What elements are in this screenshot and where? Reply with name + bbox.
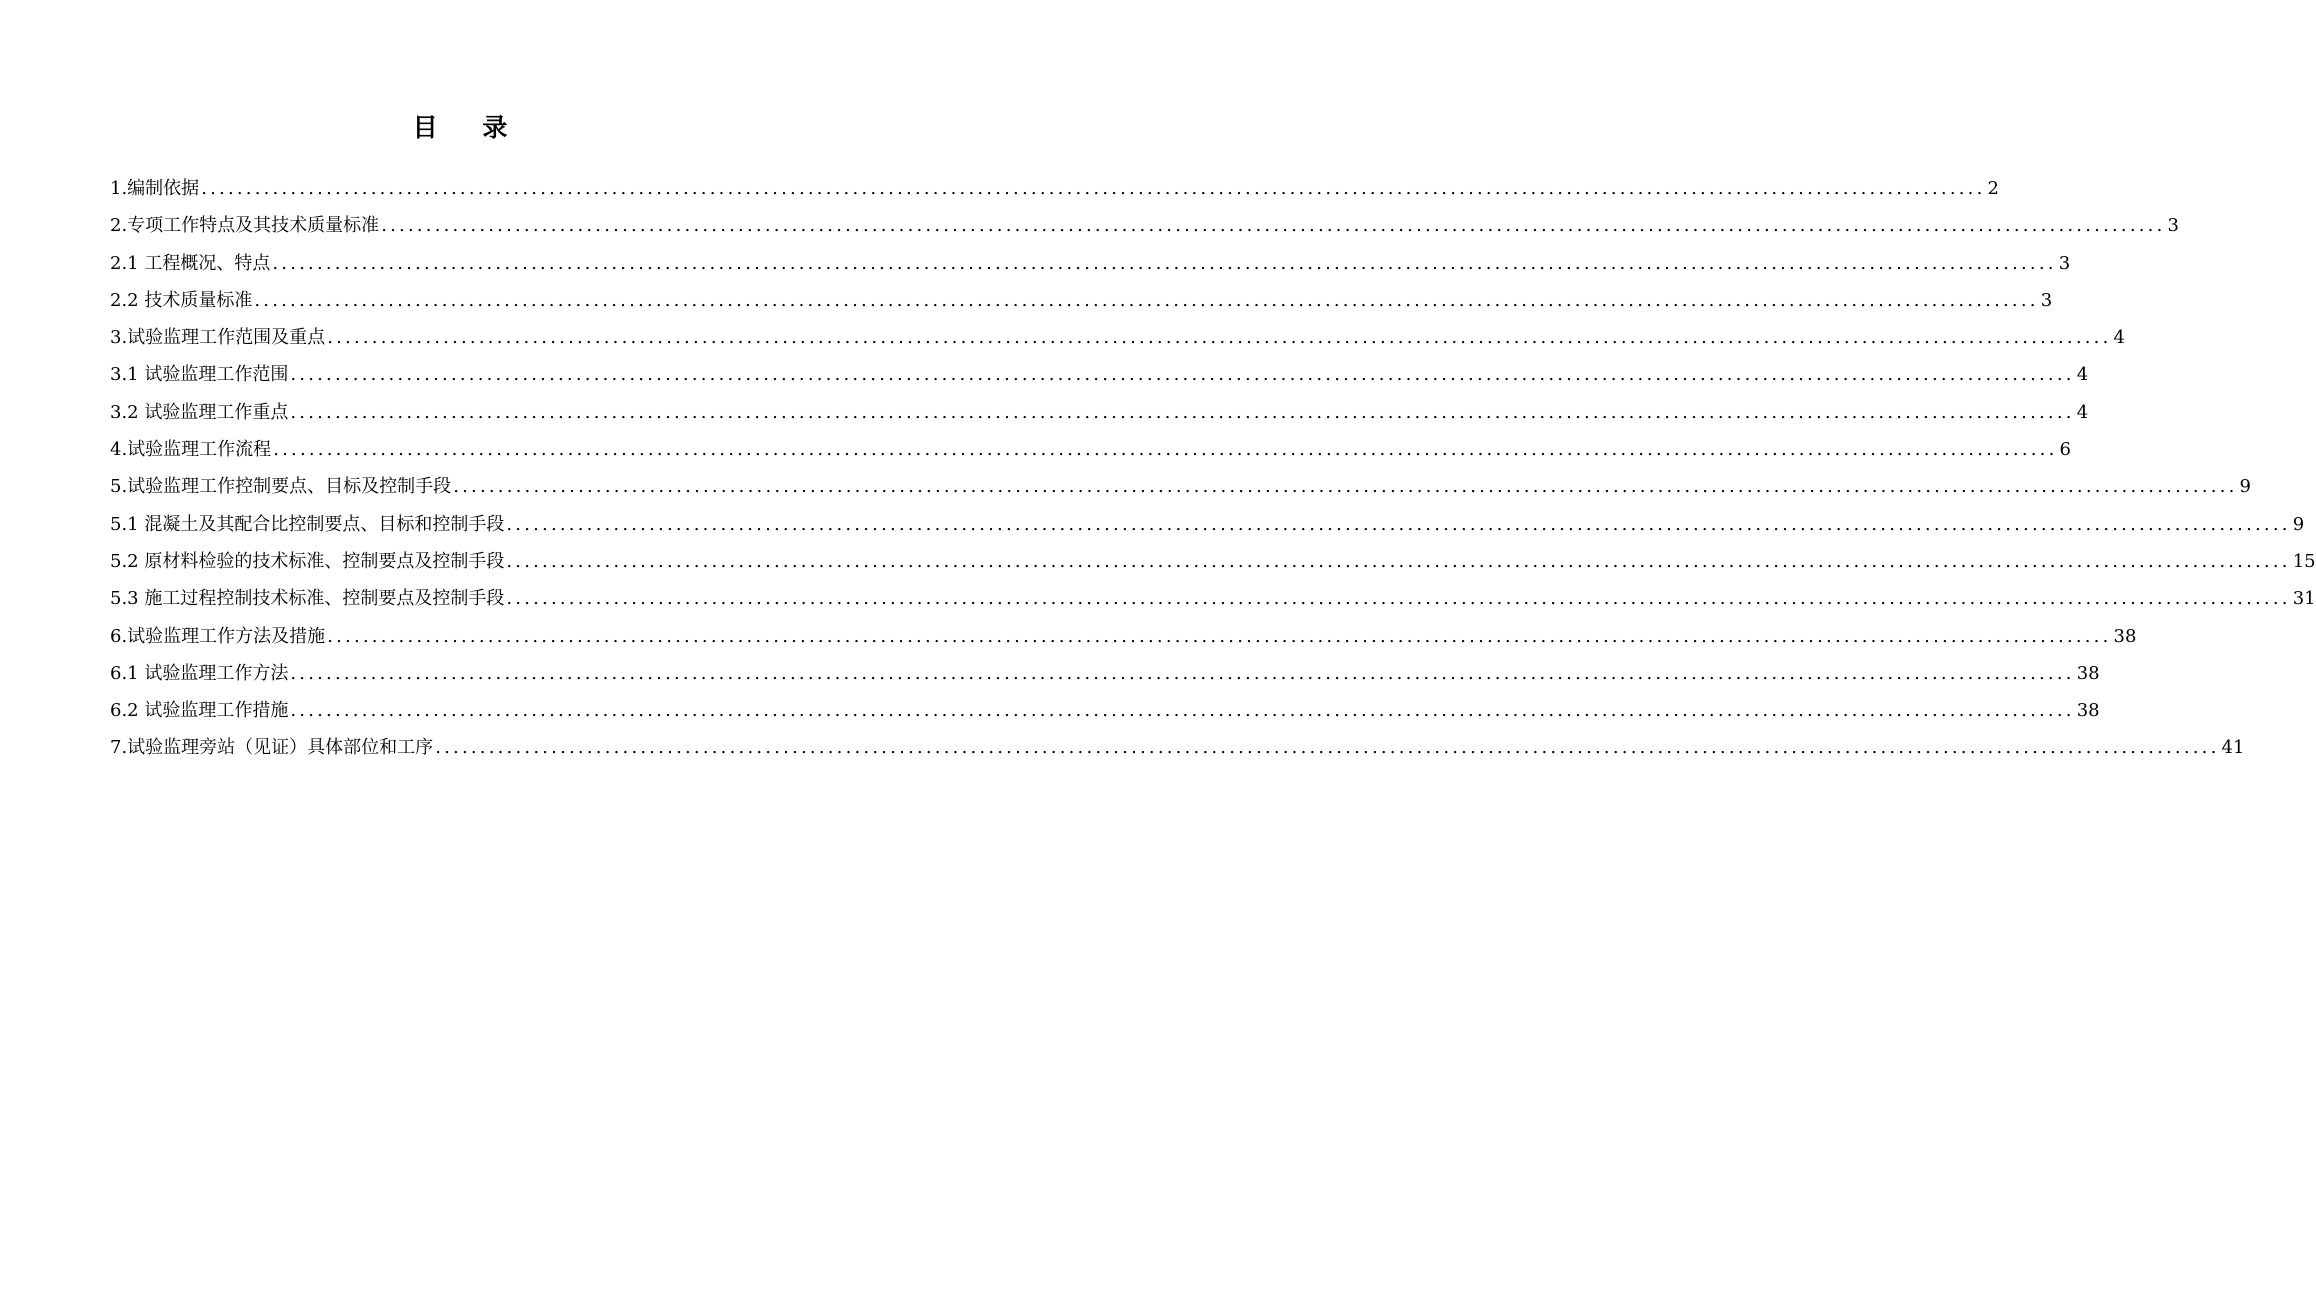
toc-entry-page: 3 [2040,289,2053,311]
toc-entry[interactable] [110,506,2305,543]
toc-entry-label: 3.2 试验监理工作重点 [110,401,289,423]
toc-leader-dots: ........................................................................................................................................................................................................ [272,252,2057,274]
toc-entry[interactable] [110,319,2125,356]
toc-entry-label: 5.2 原材料检验的技术标准、控制要点及控制手段 [110,550,505,572]
toc-leader-dots: ........................................................................................................................................................................................................ [327,327,2112,349]
toc-leader-dots: ........................................................................................................................................................................................................ [290,364,2075,386]
toc-entry[interactable] [110,207,2179,244]
toc-entry-page: 9 [2239,476,2251,498]
toc-entry[interactable] [110,692,2100,729]
toc-entry[interactable] [110,655,2100,692]
toc-leader-dots: ........................................................................................................................................................................................................ [506,588,2291,610]
toc-leader-dots: ........................................................................................................................................................................................................ [327,625,2112,647]
toc-leader-dots: ........................................................................................................................................................................................................ [435,737,2220,759]
toc-list [110,170,2316,767]
toc-entry-label: 4.试验监理工作流程 [110,439,272,461]
toc-entry-label: 6.试验监理工作方法及措施 [110,625,326,647]
toc-entry-page: 3 [2167,215,2179,237]
toc-entry[interactable] [110,729,2245,766]
toc-leader-dots: ........................................................................................................................................................................................................ [290,401,2075,423]
toc-entry-label: 2.专项工作特点及其技术质量标准 [110,215,380,237]
toc-entry-label: 6.1 试验监理工作方法 [110,662,289,684]
toc-entry-page: 2 [1987,178,1999,199]
toc-entry-label: 3.试验监理工作范围及重点 [110,327,326,349]
toc-entry-page: 31 [2292,588,2316,610]
toc-leader-dots: ........................................................................................................................................................................................................ [506,513,2291,535]
toc-entry-label: 6.2 试验监理工作措施 [110,700,289,722]
toc-entry-page: 3 [2058,252,2071,274]
toc-leader-dots: ........................................................................................................................................................................................................ [254,289,2039,311]
toc-entry[interactable] [110,543,2316,580]
toc-entry-page: 4 [2076,401,2089,423]
toc-entry[interactable] [110,282,2053,319]
toc-entry-label: 2.2 技术质量标准 [110,289,253,311]
toc-entry-page: 15 [2292,550,2316,572]
toc-entry[interactable] [110,431,2071,468]
toc-entry-label: 5.1 混凝土及其配合比控制要点、目标和控制手段 [110,513,505,535]
toc-entry[interactable] [110,356,2089,393]
toc-entry[interactable] [110,394,2089,431]
toc-entry[interactable] [110,618,2137,655]
toc-entry-page: 4 [2076,364,2089,386]
toc-leader-dots: ........................................................................................................................................................................................................ [273,439,2058,461]
toc-entry-label: 7.试验监理旁站（见证）具体部位和工序 [110,737,434,759]
toc-leader-dots: ........................................................................................................................................................................................................ [506,550,2291,572]
toc-entry-page: 9 [2292,513,2305,535]
toc-leader-dots: ........................................................................................................................................................................................................ [290,662,2075,684]
toc-entry-page: 38 [2076,662,2100,684]
toc-entry-page: 38 [2113,625,2137,647]
toc-entry-label: 5.试验监理工作控制要点、目标及控制手段 [110,476,452,498]
toc-entry-page: 4 [2113,327,2125,349]
toc-entry[interactable] [110,170,1999,207]
toc-entry-label: 3.1 试验监理工作范围 [110,364,289,386]
toc-entry-page: 6 [2059,439,2071,461]
toc-entry[interactable] [110,468,2251,505]
toc-leader-dots: ........................................................................................................................................................................................................ [290,700,2075,722]
toc-leader-dots: ........................................................................................................................................................................................................ [201,178,1986,199]
toc-entry[interactable] [110,245,2071,282]
toc-entry-label: 5.3 施工过程控制技术标准、控制要点及控制手段 [110,588,505,610]
toc-entry-page: 41 [2221,737,2245,759]
toc-entry-label: 1.编制依据 [110,178,200,199]
toc-leader-dots: ........................................................................................................................................................................................................ [453,476,2238,498]
toc-entry[interactable] [110,580,2316,617]
toc-entry-page: 38 [2076,700,2100,722]
toc-entry-label: 2.1 工程概况、特点 [110,252,271,274]
toc-title: 目 录 [412,113,526,142]
toc-leader-dots: ........................................................................................................................................................................................................ [381,215,2166,237]
